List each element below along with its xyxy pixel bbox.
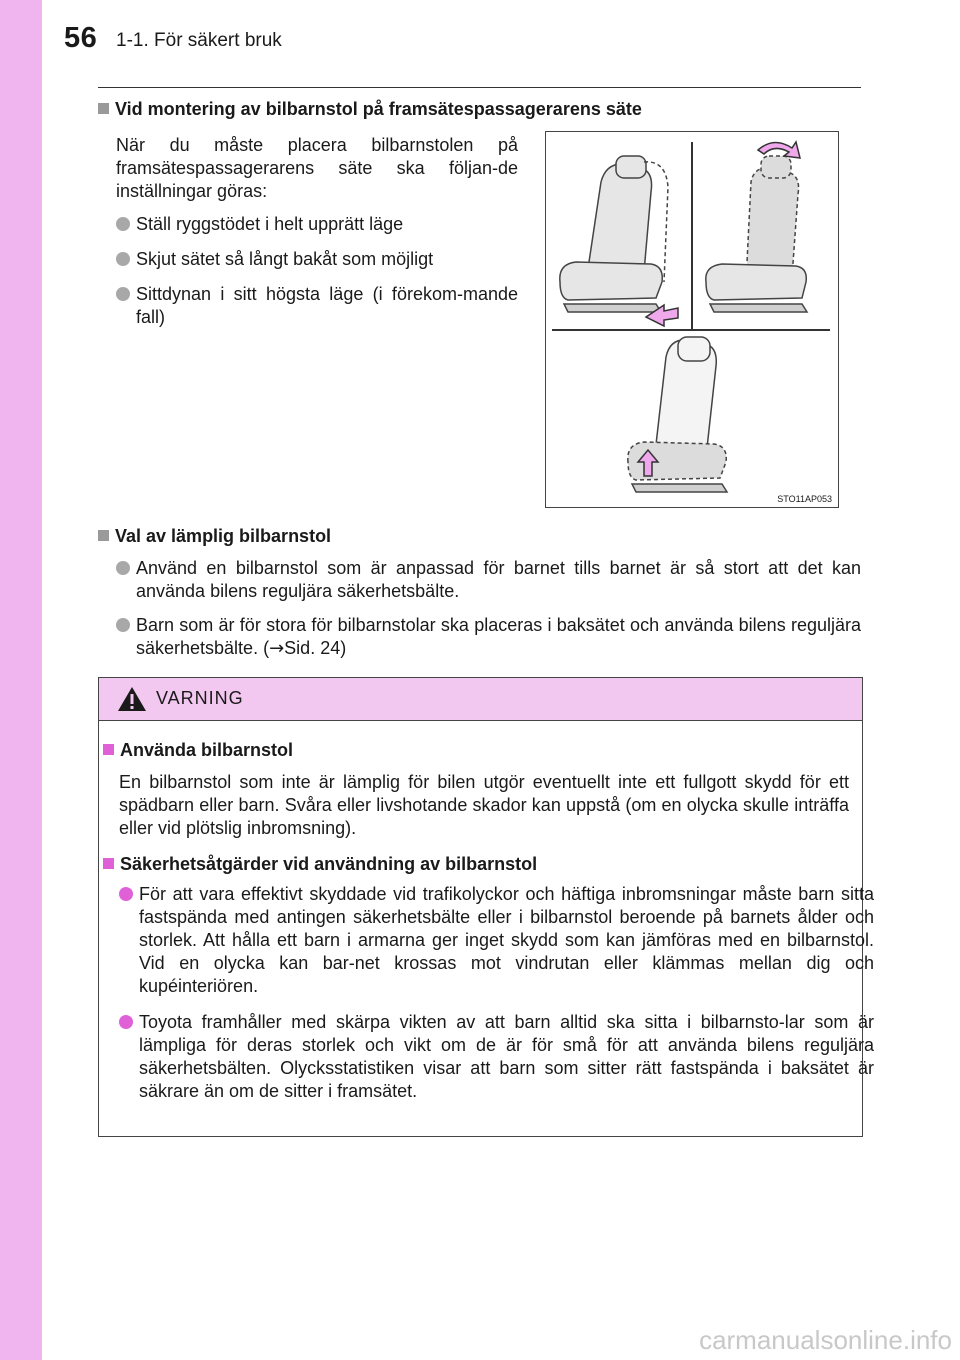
bullet-dot-icon xyxy=(116,618,130,632)
side-strip xyxy=(0,0,42,1360)
watermark: carmanualsonline.info xyxy=(699,1325,952,1355)
warning-sub1-heading: Använda bilbarnstol xyxy=(103,738,293,762)
square-bullet-icon xyxy=(103,744,114,755)
figure-code: STO11AP053 xyxy=(777,494,832,504)
bullet-dot-icon xyxy=(119,887,133,901)
bullet-dot-icon xyxy=(116,287,130,301)
section1-bullet: Skjut sätet så långt bakåt som möjligt xyxy=(116,248,518,271)
section1-bullet: Sittdynan i sitt högsta läge (i förekom-mande fall) xyxy=(116,283,518,329)
section2-bullet: Barn som är för stora för bilbarnstolar ska placeras i baksätet och använda bilens reguljära säkerhetsbälte. (→Sid. 24) xyxy=(116,614,861,660)
section1-bullet: Ställ ryggstödet i helt upprätt läge xyxy=(116,213,518,236)
bullet-dot-icon xyxy=(116,217,130,231)
warning-bullet: Toyota framhåller med skärpa vikten av att barn alltid ska sitta i bilbarnsto-lar som är lämpliga för deras storlek och vikt om de är för små för att använda bilens reguljära säkerhetsbälten. Olycksstatistiken visar att barn som sitter rätt fastspända i baksätet är säkrare än om de sitter i framsätet. xyxy=(119,1011,874,1103)
section2-bullet: Använd en bilbarnstol som är anpassad för barnet tills barnet är så stort att det kan använda bilens reguljära säkerhetsbälte. xyxy=(116,557,861,603)
warning-bullet: För att vara effektivt skyddade vid trafikolyckor och häftiga inbromsningar måste barn sitta fastspända med antingen säkerhetsbälte eller i bilbarnstol beroende på barnets ålder och storlek. Att hålla ett barn i armarna ger inget skydd som kan jämföras med en bilbarnstol. Vid en olycka kan bar-net krossas mot vindrutan eller klämmas mellan dig och kupéinteriören. xyxy=(119,883,874,998)
square-bullet-icon xyxy=(98,530,109,541)
page-link[interactable]: Sid. 24) xyxy=(284,638,347,658)
seat-slide-back xyxy=(560,156,678,326)
warning-box xyxy=(98,677,874,1137)
warning-label: VARNING xyxy=(156,688,244,708)
bullet-dot-icon xyxy=(116,561,130,575)
header-rule xyxy=(98,87,861,88)
bullet-dot-icon xyxy=(119,1015,133,1029)
warning-sub2-heading: Säkerhetsåtgärder vid användning av bilbarnstol xyxy=(103,852,537,876)
seat-adjustment-figure xyxy=(545,131,839,508)
square-bullet-icon xyxy=(98,103,109,114)
section-title: 1-1. För säkert bruk xyxy=(116,30,282,51)
page-number: 56 xyxy=(64,22,98,54)
square-bullet-icon xyxy=(103,858,114,869)
section2-heading: Val av lämplig bilbarnstol xyxy=(98,524,331,548)
section1-intro: När du måste placera bilbarnstolen på framsätespassagerarens säte ska följan-de inställningar göras: xyxy=(116,135,518,201)
seat-illustration xyxy=(546,132,838,507)
seat-raise-cushion xyxy=(628,337,727,492)
seat-recline-upright xyxy=(706,142,807,312)
warning-header xyxy=(99,678,862,721)
page-link-arrow: → xyxy=(269,638,285,659)
warning-sub1-text: En bilbarnstol som inte är lämplig för bilen utgör eventuellt inte ett fullgott skydd för ett spädbarn eller barn. Svåra eller livshotande skador kan uppstå (om en olycka skulle inträffa eller vid plötslig inbromsning). xyxy=(119,772,849,838)
warning-triangle-icon xyxy=(117,686,147,712)
bullet-dot-icon xyxy=(116,252,130,266)
section1-heading: Vid montering av bilbarnstol på framsätespassagerarens säte xyxy=(98,97,642,121)
